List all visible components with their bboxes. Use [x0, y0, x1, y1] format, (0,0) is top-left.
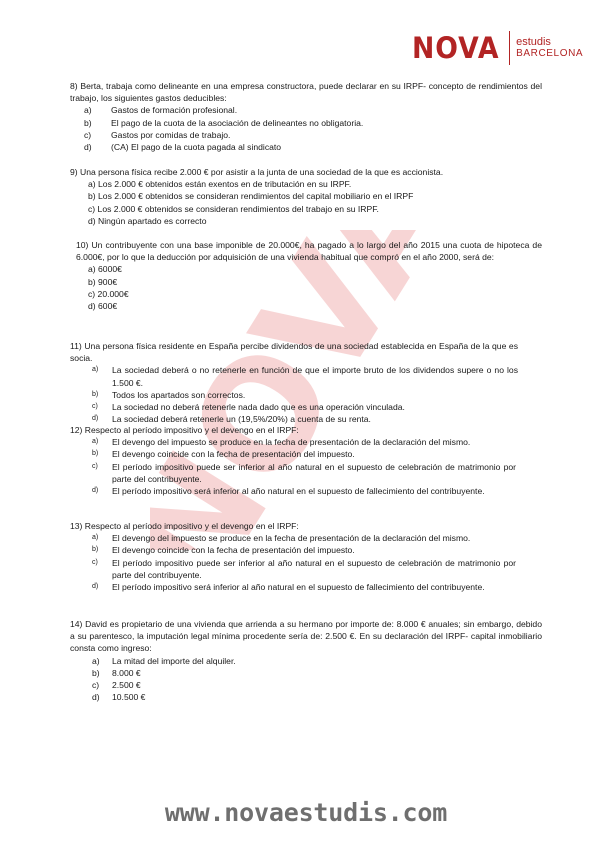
option-c: [92, 461, 516, 485]
option-c: [88, 203, 542, 215]
option-text: El devengo coincide con la fecha de presentación del impuesto.: [112, 545, 355, 556]
logo-subtitle: [516, 37, 583, 59]
option-text: El período impositivo puede ser inferior al año natural en el supuesto de celebración de matrimonio por parte del contribuyente.: [112, 461, 516, 484]
option-marker: d): [92, 692, 100, 703]
logo-line-1: estudis: [516, 35, 551, 48]
option-marker: a): [92, 655, 100, 666]
option-a: [92, 364, 518, 388]
option-marker: d): [84, 142, 92, 153]
option-b: [92, 448, 516, 460]
option-b: [92, 544, 516, 556]
option-text: Todos los apartados son correctos.: [112, 389, 246, 400]
question-9: [70, 166, 542, 227]
option-text: Gastos por comidas de trabajo.: [111, 129, 231, 140]
option-d: [92, 691, 542, 703]
option-marker: b): [92, 546, 99, 554]
option-marker: b): [92, 450, 99, 458]
option-list: [70, 364, 518, 425]
option-text: El período impositivo será inferior al año natural en el supuesto de fallecimiento del contribuyente.: [112, 486, 485, 497]
option-marker: b): [92, 390, 99, 398]
watermark-text: NOVA: [150, 230, 470, 550]
option-text: a) Los 2.000 € obtenidos están exentos en de tributación en su IRPF.: [88, 179, 352, 190]
question-stem: 14) David es propietario de una vivienda que arrienda a su hermano por importe de: 8.000 € anuales; sin embargo, debido a su parentesco, la imputación legal mínima procedente sería de: 2.500 €. En su declaración del IRPF- capital inmobiliario consta como ingreso:: [70, 619, 542, 654]
option-list: [70, 532, 516, 593]
logo-line-2: BARCELONA: [516, 47, 584, 59]
option-text: La sociedad deberá retenerle un (19,5%/20%) a cuenta de su renta.: [112, 414, 371, 425]
option-text: b) Los 2.000 € obtenidos se consideran rendimientos del capital mobiliario en el IRPF: [88, 191, 414, 202]
option-marker: d): [92, 415, 99, 423]
option-text: El período impositivo será inferior al año natural en el supuesto de fallecimiento del contribuyente.: [112, 582, 485, 593]
option-text: c) Los 2.000 € obtenidos se consideran rendimientos del trabajo en su IRPF.: [88, 203, 379, 214]
option-b: [92, 667, 542, 679]
option-a: [88, 178, 542, 190]
option-marker: c): [92, 403, 98, 411]
question-stem: 10) Un contribuyente con una base imponible de 20.000€, ha pagado a lo largo del año 2015 una cuota de hipoteca de 6.000€, por lo que la deducción por adquisición de una vivienda habitual que compró en el año 2000, será de:: [76, 240, 542, 263]
option-text: b) 900€: [88, 276, 118, 287]
option-c: [84, 129, 542, 141]
option-marker: c): [92, 558, 98, 566]
question-8: [70, 80, 542, 153]
option-list: [70, 178, 542, 227]
option-text: 10.500 €: [112, 692, 146, 703]
option-list: [70, 104, 542, 153]
option-marker: c): [92, 462, 98, 470]
option-marker: c): [84, 129, 92, 140]
option-marker: a): [92, 438, 99, 446]
option-text: (CA) El pago de la cuota pagada al sindicato: [111, 142, 282, 153]
option-text: a) 6000€: [88, 264, 122, 275]
option-list: [70, 436, 516, 497]
question-stem: 8) Berta, trabaja como delineante en una empresa constructora, puede declarar en su IRPF- concepto de rendimientos del trabajo, los siguientes gastos deducibles:: [70, 81, 542, 104]
option-list: [70, 655, 542, 704]
option-d: [84, 141, 542, 153]
option-text: La sociedad deberá o no retenerle en función de que el importe bruto de los dividendos supere o no los 1.500 €.: [112, 365, 518, 388]
option-b: [88, 276, 542, 288]
option-text: Gastos de formación profesional.: [111, 105, 238, 116]
option-list: [76, 263, 542, 312]
option-text: El devengo del impuesto se produce en la fecha de presentación de la declaración del mismo.: [112, 533, 471, 544]
option-marker: a): [84, 105, 92, 116]
question-stem: 11) Una persona física residente en España percibe dividendos de una sociedad establecida en España de la que es socia.: [70, 341, 518, 364]
question-10: [76, 239, 542, 312]
footer-website: www.novaestudis.com: [164, 798, 448, 827]
question-stem: 13) Respecto al período impositivo y el devengo en el IRPF:: [70, 521, 299, 531]
option-text: 2.500 €: [112, 680, 141, 691]
option-text: La sociedad no deberá retenerle nada dado que es una operación vinculada.: [112, 402, 405, 413]
question-stem: 9) Una persona física recibe 2.000 € por asistir a la junta de una sociedad de la que es accionista.: [70, 167, 444, 177]
option-b: [84, 117, 542, 129]
question-14: [70, 618, 542, 703]
option-c: [92, 401, 518, 413]
question-12: [70, 424, 516, 497]
option-a: [92, 655, 542, 667]
option-a: [92, 532, 516, 544]
option-text: c) 20.000€: [88, 288, 129, 299]
nova-logo: [412, 26, 583, 70]
option-d: [92, 485, 516, 497]
option-d: [92, 581, 516, 593]
question-stem: 12) Respecto al período impositivo y el devengo en el IRPF:: [70, 425, 299, 435]
option-d: [88, 300, 542, 312]
option-marker: d): [92, 583, 99, 591]
option-text: 8.000 €: [112, 667, 141, 678]
option-b: [92, 389, 518, 401]
option-b: [88, 190, 542, 202]
option-a: [92, 436, 516, 448]
option-c: [88, 288, 542, 300]
logo-brand: NOVA: [412, 30, 500, 65]
option-text: d) Ningún apartado es correcto: [88, 215, 207, 226]
option-marker: c): [92, 680, 100, 691]
option-text: El devengo del impuesto se produce en la fecha de presentación de la declaración del mismo.: [112, 437, 471, 448]
option-marker: b): [84, 117, 92, 128]
question-11: [70, 340, 518, 425]
option-text: El período impositivo puede ser inferior al año natural en el supuesto de celebración de matrimonio por parte del contribuyente.: [112, 557, 516, 580]
option-a: [84, 104, 542, 116]
option-text: d) 600€: [88, 301, 118, 312]
option-marker: d): [92, 487, 99, 495]
option-d: [88, 215, 542, 227]
option-marker: a): [92, 534, 99, 542]
option-c: [92, 679, 542, 691]
option-text: La mitad del importe del alquiler.: [112, 655, 236, 666]
option-a: [88, 263, 542, 275]
option-c: [92, 557, 516, 581]
option-text: El devengo coincide con la fecha de presentación del impuesto.: [112, 449, 355, 460]
option-marker: b): [92, 667, 100, 678]
option-marker: a): [92, 366, 99, 374]
logo-divider: [509, 31, 510, 65]
option-text: El pago de la cuota de la asociación de delineantes no obligatoria.: [111, 117, 364, 128]
question-13: [70, 520, 516, 593]
